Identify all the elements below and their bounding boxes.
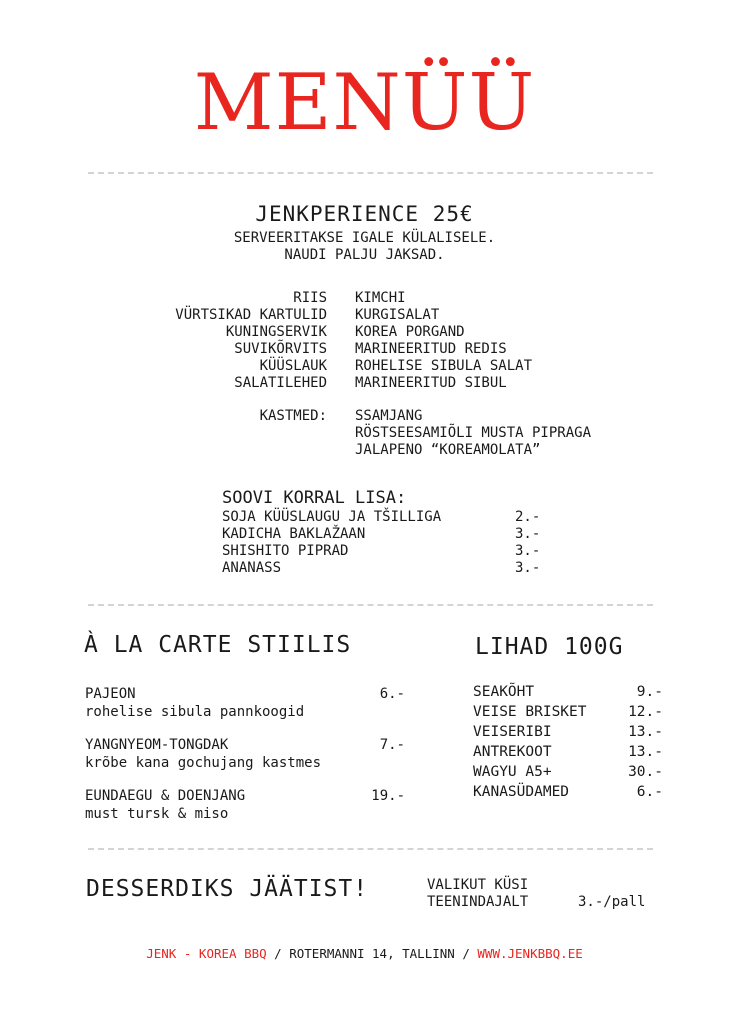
- separator-1: [88, 172, 653, 174]
- sauce-item: RÖSTSEESAMIÕLI MUSTA PIPRAGA: [355, 425, 592, 441]
- footer-brand: JENK - KOREA BBQ: [146, 946, 267, 961]
- meat-item-name: SEAKÕHT: [473, 684, 535, 700]
- side-item: SUVIKÕRVITS: [234, 341, 327, 357]
- footer-address: ROTERMANNI 14, TALLINN: [289, 946, 455, 961]
- extra-item-price: 3.-: [515, 543, 541, 559]
- menu-title: MENÜÜ: [193, 58, 536, 148]
- alacarte-item-price: 6.-: [379, 686, 405, 702]
- side-item: KIMCHI: [355, 290, 406, 306]
- sauce-item: SSAMJANG: [355, 408, 423, 424]
- sauces-label-column: [120, 408, 327, 425]
- extras-heading: SOOVI KORRAL LISA:: [222, 488, 407, 508]
- extra-item-name: ANANASS: [222, 560, 282, 576]
- alacarte-item-name: PAJEON: [85, 686, 136, 702]
- alacarte-item-price: 19.-: [371, 788, 405, 804]
- meat-item-price: 30.-: [628, 764, 663, 780]
- extra-item-price: 3.-: [515, 526, 541, 542]
- sauces-label: KASTMED:: [259, 408, 327, 424]
- separator-2: [88, 604, 653, 606]
- jenkperience-line-2: NAUDI PALJU JAKSAD.: [284, 247, 445, 263]
- side-item: KOREA PORGAND: [355, 324, 465, 340]
- alacarte-item-desc: rohelise sibula pannkoogid: [85, 704, 305, 720]
- extra-item-name: SOJA KÜÜSLAUGU JA TŠILLIGA: [222, 509, 442, 525]
- footer-website-link[interactable]: WWW.JENKBBQ.EE: [477, 946, 583, 961]
- meat-item-price: 13.-: [628, 744, 663, 760]
- side-item: KUNINGSERVIK: [225, 324, 327, 340]
- meat-item-name: KANASÜDAMED: [473, 784, 570, 800]
- alacarte-item-desc: must tursk & miso: [85, 806, 229, 822]
- meat-item-name: ANTREKOOT: [473, 744, 552, 760]
- footer-separator: /: [266, 946, 290, 961]
- meat-item-price: 6.-: [636, 784, 663, 800]
- footer: [0, 946, 729, 961]
- sauce-item: JALAPENO “KOREAMOLATA”: [355, 442, 541, 458]
- meats-heading: LIHAD 100G: [475, 634, 624, 660]
- extra-item-name: SHISHITO PIPRAD: [222, 543, 349, 559]
- extras-names: [222, 509, 512, 577]
- side-item: MARINEERITUD REDIS: [355, 341, 507, 357]
- extras-prices: [515, 509, 575, 577]
- dessert-line-1: VALIKUT KÜSI: [427, 877, 529, 893]
- meat-item-name: WAGYU A5+: [473, 764, 552, 780]
- extra-item-price: 2.-: [515, 509, 541, 525]
- side-item: SALATILEHED: [234, 375, 327, 391]
- side-item: VÜRTSIKAD KARTULID: [175, 307, 327, 323]
- alacarte-item-name: EUNDAEGU & DOENJANG: [85, 788, 246, 804]
- meats-prices: [605, 682, 663, 802]
- jenkperience-heading: JENKPERIENCE 25€: [255, 202, 474, 226]
- dessert-price: 3.-/pall: [578, 894, 646, 910]
- meat-item-price: 12.-: [628, 704, 663, 720]
- meat-item-price: 13.-: [628, 724, 663, 740]
- meat-item-price: 9.-: [636, 684, 663, 700]
- sides-right-column: [355, 290, 655, 392]
- alacarte-item-desc: krõbe kana gochujang kastmes: [85, 755, 322, 771]
- meat-item-name: VEISE BRISKET: [473, 704, 587, 720]
- alacarte-item-name: YANGNYEOM-TONGDAK: [85, 737, 229, 753]
- side-item: ROHELISE SIBULA SALAT: [355, 358, 533, 374]
- extra-item-price: 3.-: [515, 560, 541, 576]
- alacarte-item-price: 7.-: [379, 737, 405, 753]
- side-item: RIIS: [293, 290, 327, 306]
- side-item: MARINEERITUD SIBUL: [355, 375, 507, 391]
- meats-names: [473, 682, 603, 802]
- footer-separator: /: [454, 946, 478, 961]
- extra-item-name: KADICHA BAKLAŽAAN: [222, 526, 366, 542]
- separator-3: [88, 848, 653, 850]
- dessert-heading: DESSERDIKS JÄÄTIST!: [86, 876, 369, 902]
- sides-left-column: [120, 290, 327, 392]
- alacarte-heading: À LA CARTE STIILIS: [84, 632, 352, 658]
- dessert-line-2: TEENINDAJALT: [427, 894, 529, 910]
- side-item: KÜÜSLAUK: [259, 358, 327, 374]
- jenkperience-line-1: SERVEERITAKSE IGALE KÜLALISELE.: [233, 230, 496, 246]
- sauces-column: [355, 408, 655, 459]
- meat-item-name: VEISERIBI: [473, 724, 552, 740]
- side-item: KURGISALAT: [355, 307, 440, 323]
